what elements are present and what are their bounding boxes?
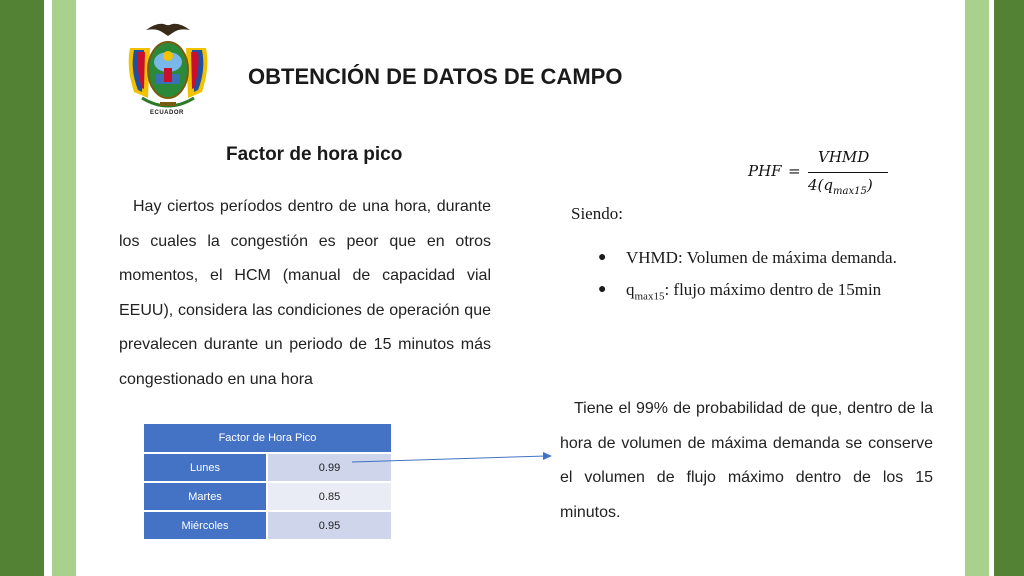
table-day-cell: Lunes [144, 454, 268, 483]
table-header: Factor de Hora Pico [144, 424, 391, 454]
slide-title: OBTENCIÓN DE DATOS DE CAMPO [248, 64, 623, 89]
denominator-suffix: ) [866, 176, 873, 194]
seal-caption: ECUADOR [150, 110, 184, 116]
definitions-intro: Siendo: [571, 204, 623, 223]
formula-numerator: VHMD [818, 148, 870, 166]
left-dark-bar [0, 0, 44, 576]
left-paragraph: Hay ciertos períodos dentro de una hora, durante los cuales la congestión es peor que en otros momentos, el HCM (manual de capacidad vial EEUU), considera las condiciones de operación que prevalecen durante un periodo de 15 minutos más congestionado en una hora [119, 198, 491, 388]
table-row [144, 512, 391, 541]
definitions-list [598, 246, 897, 310]
definition-text: : flujo máximo dentro de 15min [664, 280, 882, 299]
right-dark-bar [994, 0, 1024, 576]
bullet-icon: ● [598, 282, 607, 297]
ecuador-coat-of-arms-logo [120, 18, 216, 122]
definition-symbol-subscript: max15 [634, 290, 665, 303]
table-row [144, 454, 391, 483]
table-day-cell: Martes [144, 483, 268, 512]
left-light-bar [52, 0, 76, 576]
table-value-cell: 0.85 [268, 483, 391, 512]
denominator-subscript: max15 [833, 186, 867, 197]
peak-hour-factor-table [144, 424, 391, 541]
right-light-bar [965, 0, 989, 576]
table-day-cell: Miércoles [144, 512, 268, 541]
definition-symbol: q [626, 280, 635, 299]
formula-equals: = [788, 162, 801, 180]
table-row [144, 483, 391, 512]
section-heading: Factor de hora pico [226, 144, 403, 165]
right-paragraph: Tiene el 99% de probabilidad de que, dentro de la hora de volumen de máxima demanda se conserve el volumen de flujo máximo dentro de los 15 minutos. [560, 400, 933, 521]
definition-item [598, 278, 897, 310]
fraction-bar [808, 172, 888, 173]
bullet-icon: ● [598, 250, 607, 265]
denominator-prefix: 4(q [808, 176, 833, 194]
definition-text: VHMD: Volumen de máxima demanda. [626, 248, 897, 267]
formula-lhs: PHF [748, 162, 782, 180]
formula-denominator [808, 176, 873, 197]
table-value-cell: 0.99 [268, 454, 391, 483]
table-value-cell: 0.95 [268, 512, 391, 541]
definition-item [598, 246, 897, 278]
